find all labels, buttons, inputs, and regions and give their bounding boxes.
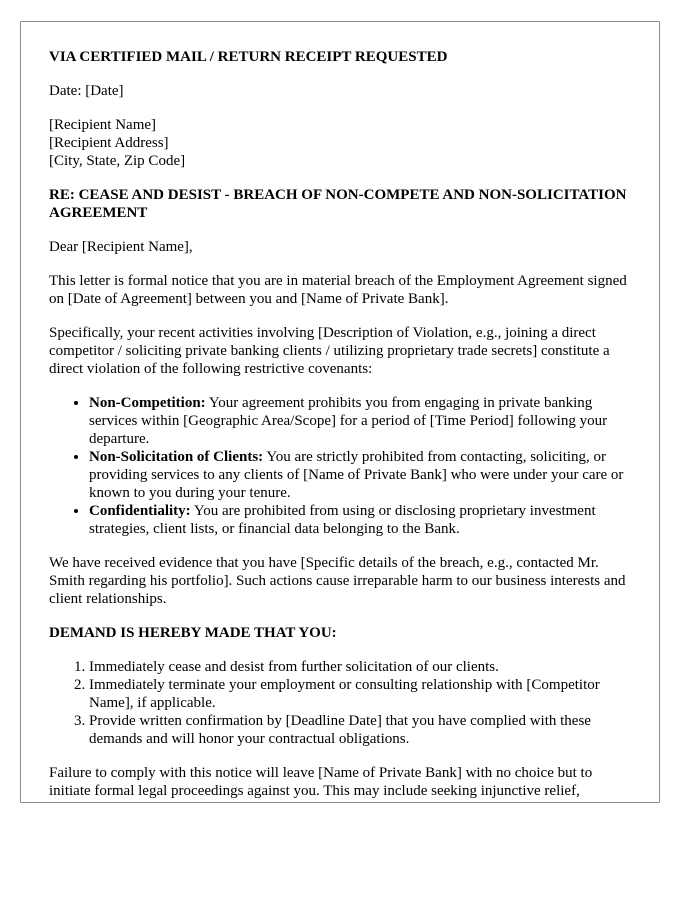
covenant-list (49, 394, 631, 538)
covenant-text: You are prohibited from using or disclosing proprietary investment strategies, client lists, or financial data belonging to the Bank. (89, 503, 596, 537)
recipient-block (49, 116, 631, 170)
covenant-term: Non-Competition: (89, 395, 206, 411)
covenant-text: You are strictly prohibited from contacting, soliciting, or providing services to any clients of [Name of Private Bank] who were under your care or known to you during your tenure. (89, 449, 624, 501)
covenant-text: Your agreement prohibits you from engaging in private banking services within [Geographic Area/Scope] for a period of [Time Period] following your departure. (89, 395, 608, 447)
delivery-method: VIA CERTIFIED MAIL / RETURN RECEIPT REQUESTED (49, 49, 448, 65)
covenant-item (89, 394, 631, 448)
recipient-address: [Recipient Address] (49, 135, 169, 151)
subject-line: RE: CEASE AND DESIST - BREACH OF NON-COMPETE AND NON-SOLICITATION AGREEMENT (49, 187, 627, 221)
demand-list (49, 658, 631, 748)
date-line: Date: [Date] (49, 83, 124, 99)
letter-body (21, 22, 659, 800)
demand-item: 3. Provide written confirmation by [Deadline Date] that you have complied with these demands and will honor your contractual obligations. (89, 712, 631, 748)
paragraph-failure: Failure to comply with this notice will leave [Name of Private Bank] with no choice but to initiate formal legal proceedings against you. This may include seeking injunctive relief, (49, 765, 593, 799)
covenant-item (89, 502, 631, 538)
letter-page (20, 21, 660, 803)
covenant-term: Non-Solicitation of Clients: (89, 449, 264, 465)
demand-item: 1. Immediately cease and desist from further solicitation of our clients. (89, 658, 631, 676)
salutation: Dear [Recipient Name], (49, 239, 193, 255)
recipient-name: [Recipient Name] (49, 117, 157, 133)
paragraph-evidence: We have received evidence that you have [Specific details of the breach, e.g., contacted Mr. Smith regarding his portfolio]. Such actions cause irreparable harm to our business interests and client relationships. (49, 555, 626, 607)
covenant-term: Confidentiality: (89, 503, 191, 519)
recipient-city-state-zip: [City, State, Zip Code] (49, 153, 186, 169)
paragraph-specifics: Specifically, your recent activities involving [Description of Violation, e.g., joining a direct competitor / soliciting private banking clients / utilizing proprietary trade secrets] constitute a direct violation of the following restrictive covenants: (49, 325, 610, 377)
paragraph-notice: This letter is formal notice that you are in material breach of the Employment Agreement signed on [Date of Agreement] between you and [Name of Private Bank]. (49, 273, 627, 307)
demand-item: 2. Immediately terminate your employment or consulting relationship with [Competitor Name], if applicable. (89, 676, 631, 712)
covenant-item (89, 448, 631, 502)
demand-heading: DEMAND IS HEREBY MADE THAT YOU: (49, 625, 337, 641)
